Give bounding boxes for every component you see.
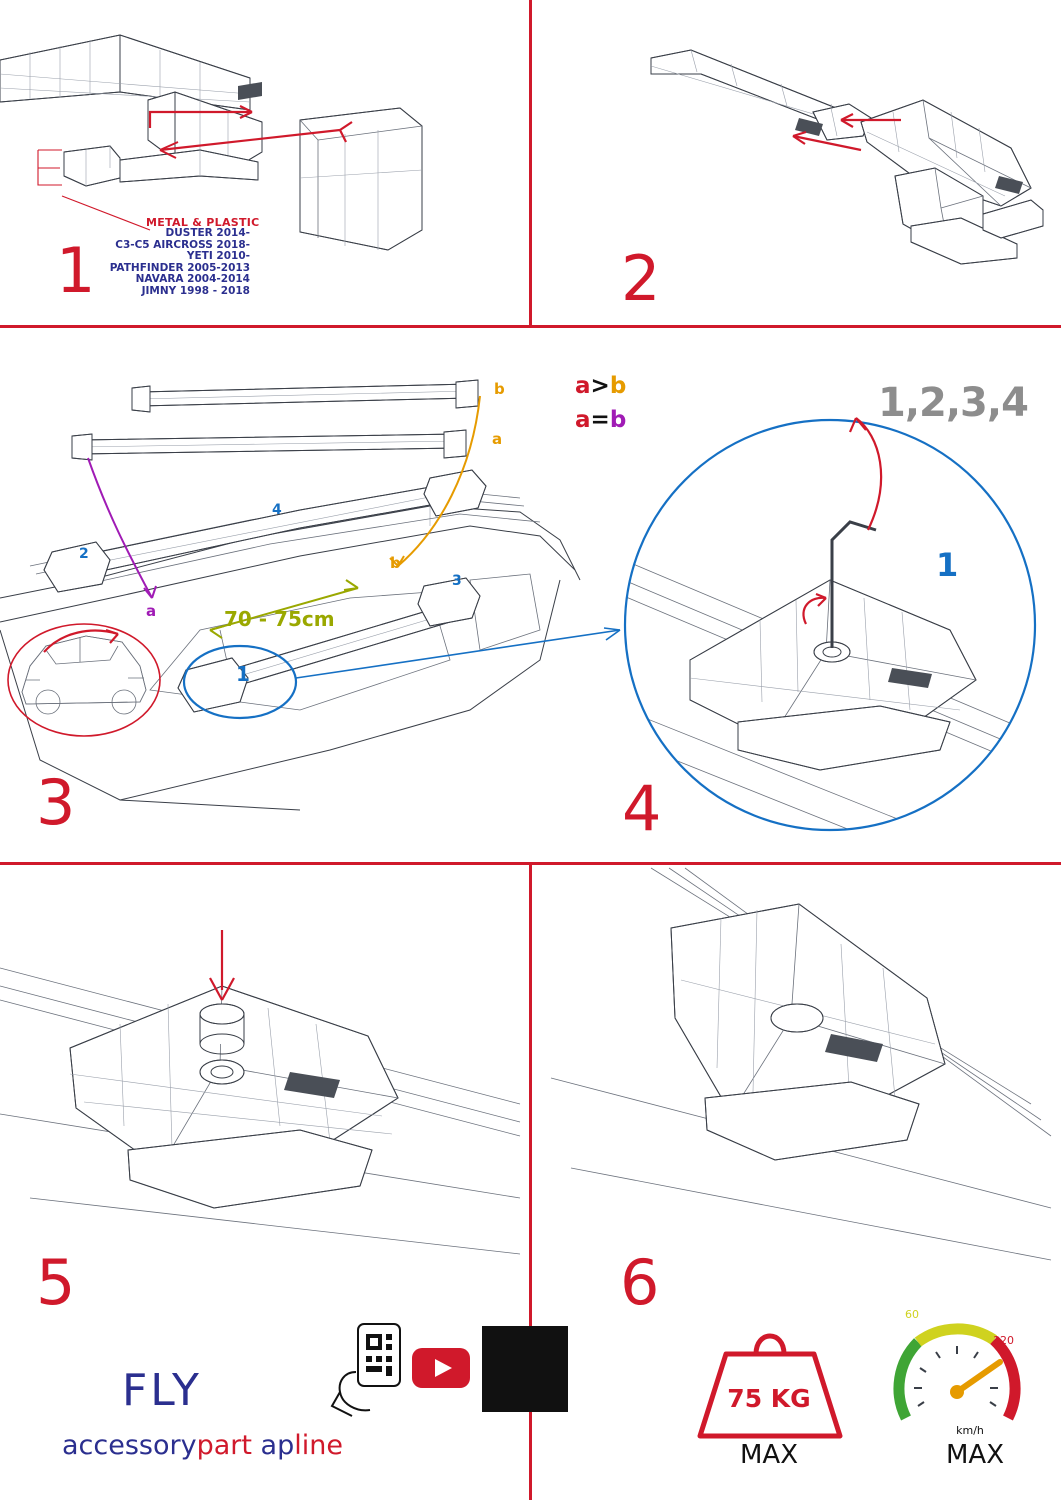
corner-label-4: 4 bbox=[272, 502, 282, 518]
step4-callout-1: 1 bbox=[936, 546, 959, 584]
compare-b: b bbox=[609, 373, 627, 399]
vehicle-item: DUSTER 2014- bbox=[165, 227, 250, 239]
step-number-5: 5 bbox=[36, 1246, 75, 1319]
vehicle-item: C3-C5 AIRCROSS 2018- bbox=[115, 238, 250, 251]
step-number-1: 1 bbox=[56, 234, 95, 307]
panel-3-drawing bbox=[0, 330, 630, 865]
compare-op: = bbox=[590, 407, 610, 433]
vehicle-list bbox=[0, 228, 250, 297]
weight-limit-icon bbox=[690, 1318, 850, 1448]
roof-label-a: a bbox=[146, 602, 157, 620]
compare-a: a bbox=[575, 373, 591, 399]
brand-accessory: accessory bbox=[62, 1430, 197, 1461]
qr-code bbox=[482, 1326, 568, 1412]
panel-6-drawing bbox=[531, 868, 1061, 1268]
weight-value: 75 KG bbox=[727, 1384, 811, 1413]
step-number-3: 3 bbox=[36, 766, 75, 839]
step-number-2: 2 bbox=[621, 242, 660, 315]
panel-4-drawing bbox=[620, 410, 1050, 860]
brand-ap: ap bbox=[260, 1430, 295, 1461]
step-number-4: 4 bbox=[622, 772, 661, 845]
compare-b: b bbox=[609, 407, 627, 433]
vehicle-item: JIMNY 1998 - 2018 bbox=[141, 284, 250, 297]
vehicle-item: YETI 2010- bbox=[186, 250, 250, 262]
panel-2-drawing bbox=[531, 0, 1061, 325]
corner-label-1: 1 bbox=[236, 662, 250, 686]
compare-a: a bbox=[575, 407, 591, 433]
weight-max-label: MAX bbox=[739, 1440, 799, 1470]
divider-row-1 bbox=[0, 325, 1061, 328]
bar-label-a: a bbox=[492, 430, 503, 448]
brand-part: part bbox=[196, 1430, 252, 1461]
youtube-icon[interactable] bbox=[412, 1348, 474, 1392]
roof-label-b: b bbox=[390, 554, 401, 572]
compare-greater bbox=[575, 373, 626, 399]
speed-unit: km/h bbox=[956, 1424, 984, 1437]
speed-tick-min: 60 bbox=[905, 1308, 919, 1321]
material-note: METAL & PLASTIC bbox=[146, 216, 260, 229]
corner-label-2: 2 bbox=[79, 546, 89, 562]
speed-max-label: MAX bbox=[945, 1440, 1005, 1470]
corner-label-3: 3 bbox=[452, 573, 462, 589]
vehicle-item: PATHFINDER 2005-2013 bbox=[109, 261, 250, 274]
distance-label: 70 - 75cm bbox=[224, 607, 335, 631]
sequence-label bbox=[878, 380, 1028, 426]
panel-5-drawing bbox=[0, 868, 530, 1268]
brand-words bbox=[62, 1430, 343, 1461]
vehicle-item: NAVARA 2004-2014 bbox=[135, 273, 250, 285]
speed-tick-max: 120 bbox=[993, 1334, 1014, 1347]
compare-equal bbox=[575, 407, 626, 433]
brand-line: line bbox=[294, 1430, 343, 1461]
compare-op: > bbox=[590, 373, 610, 399]
phone-scan-icon bbox=[330, 1320, 420, 1420]
bar-label-b: b bbox=[494, 380, 505, 398]
sequence-text: 1,2,3,4 bbox=[878, 380, 1028, 426]
step-number-6: 6 bbox=[620, 1246, 659, 1319]
brand-title: FLY bbox=[122, 1365, 202, 1416]
